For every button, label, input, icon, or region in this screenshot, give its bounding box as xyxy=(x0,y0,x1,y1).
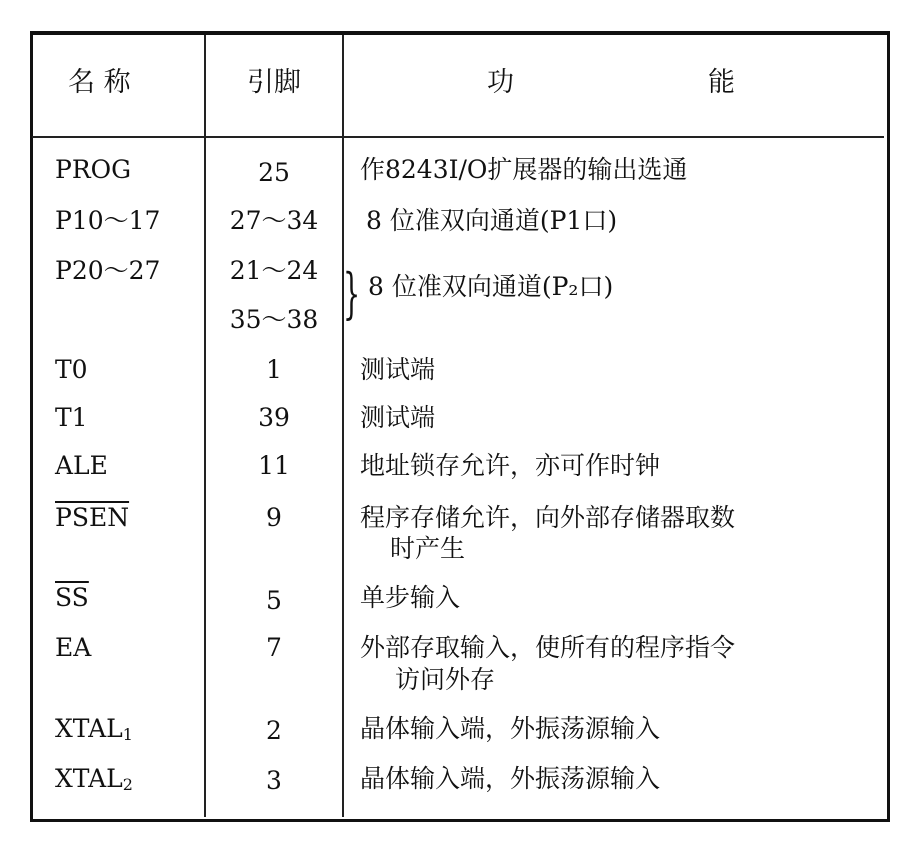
row-function: 晶体输入端，外振荡源输入 xyxy=(360,714,661,743)
row-function-continued: 访问外存 xyxy=(395,665,496,694)
row-name: PROG xyxy=(55,155,132,184)
row-function: 晶体输入端，外振荡源输入 xyxy=(360,764,661,793)
row-name: T1 xyxy=(55,403,88,432)
row-name: ALE xyxy=(55,451,108,480)
row-pin: 2 xyxy=(266,716,282,745)
name-text: XTAL xyxy=(55,714,123,743)
row-pin: 39 xyxy=(258,403,290,432)
row-name: P20～27 xyxy=(55,256,161,285)
row-pin: 27～34 xyxy=(229,206,319,235)
header-function-right: 能 xyxy=(708,67,735,98)
row-pin: 11 xyxy=(258,451,290,480)
name-text: XTAL xyxy=(55,764,123,793)
row-function-continued: 时产生 xyxy=(390,534,466,563)
header-function-left: 功 xyxy=(487,67,514,98)
row-function: 地址锁存允许，亦可作时钟 xyxy=(360,451,661,480)
row-function: 测试端 xyxy=(360,403,436,432)
row-pin-secondary: 35～38 xyxy=(229,305,319,334)
row-name: T0 xyxy=(55,355,88,384)
header-pin: 引脚 xyxy=(247,67,301,98)
row-pin: 1 xyxy=(266,355,282,384)
row-function: 测试端 xyxy=(360,355,436,384)
row-function: 8 位准双向通道(P₂口) xyxy=(368,272,614,301)
header-name: 名 称 xyxy=(68,67,131,98)
table-border xyxy=(30,31,890,822)
row-function: 8 位准双向通道(P1口) xyxy=(366,206,618,235)
row-function: 程序存储允许，向外部存储器取数 xyxy=(360,503,736,532)
row-pin: 7 xyxy=(266,633,282,662)
name-subscript: 1 xyxy=(122,725,133,744)
row-pin: 21～24 xyxy=(229,256,319,285)
row-name xyxy=(55,764,133,800)
row-function: 作8243I/O扩展器的输出选通 xyxy=(360,155,688,184)
row-name: $\overline{SS}$ xyxy=(55,583,89,612)
name-subscript: 2 xyxy=(122,775,133,794)
row-function: 外部存取输入，使所有的程序指令 xyxy=(360,633,736,662)
row-name xyxy=(55,714,133,750)
row-pin: 25 xyxy=(258,158,290,187)
row-pin: 3 xyxy=(266,766,282,795)
row-name: P10～17 xyxy=(55,206,161,235)
row-pin: 5 xyxy=(266,586,282,615)
row-pin: 9 xyxy=(266,503,282,532)
row-function: 单步输入 xyxy=(360,583,461,612)
header-divider xyxy=(32,136,884,138)
row-name: EA xyxy=(55,633,92,662)
brace: } xyxy=(343,262,361,325)
row-name: PSEN xyxy=(55,503,130,532)
